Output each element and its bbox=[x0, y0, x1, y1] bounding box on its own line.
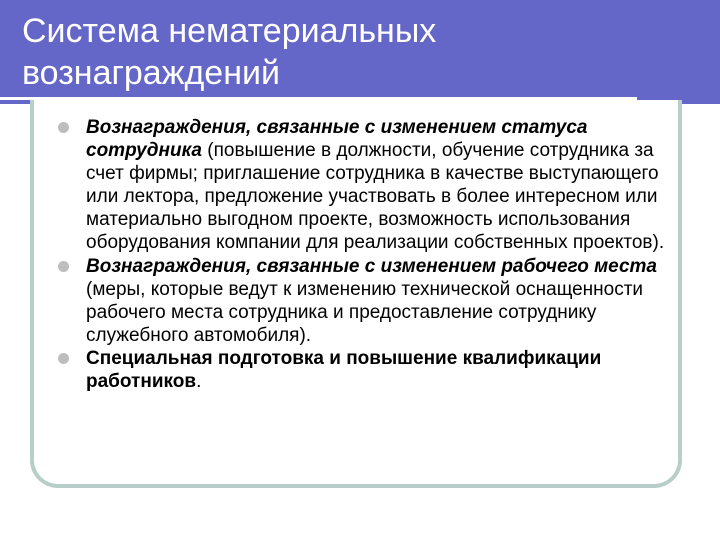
bullet-text: . bbox=[196, 371, 202, 393]
bullet-icon bbox=[58, 353, 69, 364]
bullet-item-status bbox=[58, 116, 668, 255]
slide-title-line-1: Система нематериальных bbox=[22, 12, 437, 50]
bullet-text: (повышение в должности, обучение сотрудника за счет фирмы; приглашение сотрудника в качестве выступающего или лектора, предложение участвовать в более интересном или материально выгодном проекте, возможность использования оборудования компании для реализации собственных проектов). bbox=[86, 140, 665, 254]
bullet-lead: Вознаграждения, связанные с изменением статуса сотрудника bbox=[86, 117, 588, 162]
slide-title bbox=[22, 10, 662, 94]
bullet-lead: Вознаграждения, связанные с изменением рабочего места bbox=[86, 255, 657, 277]
slide-title-line-2: вознаграждений bbox=[22, 54, 280, 92]
bullet-icon bbox=[58, 122, 69, 133]
bullet-icon bbox=[58, 261, 69, 272]
bullet-lead: Специальная подготовка и повышение квалификации работников bbox=[86, 347, 602, 393]
bullet-item-workplace bbox=[58, 255, 668, 347]
bullet-list bbox=[58, 116, 668, 393]
bullet-item-training bbox=[58, 347, 668, 393]
bullet-text: (меры, которые ведут к изменению технической оснащенности рабочего места сотрудника и предоставление сотруднику служебного автомобиля). bbox=[86, 278, 644, 346]
